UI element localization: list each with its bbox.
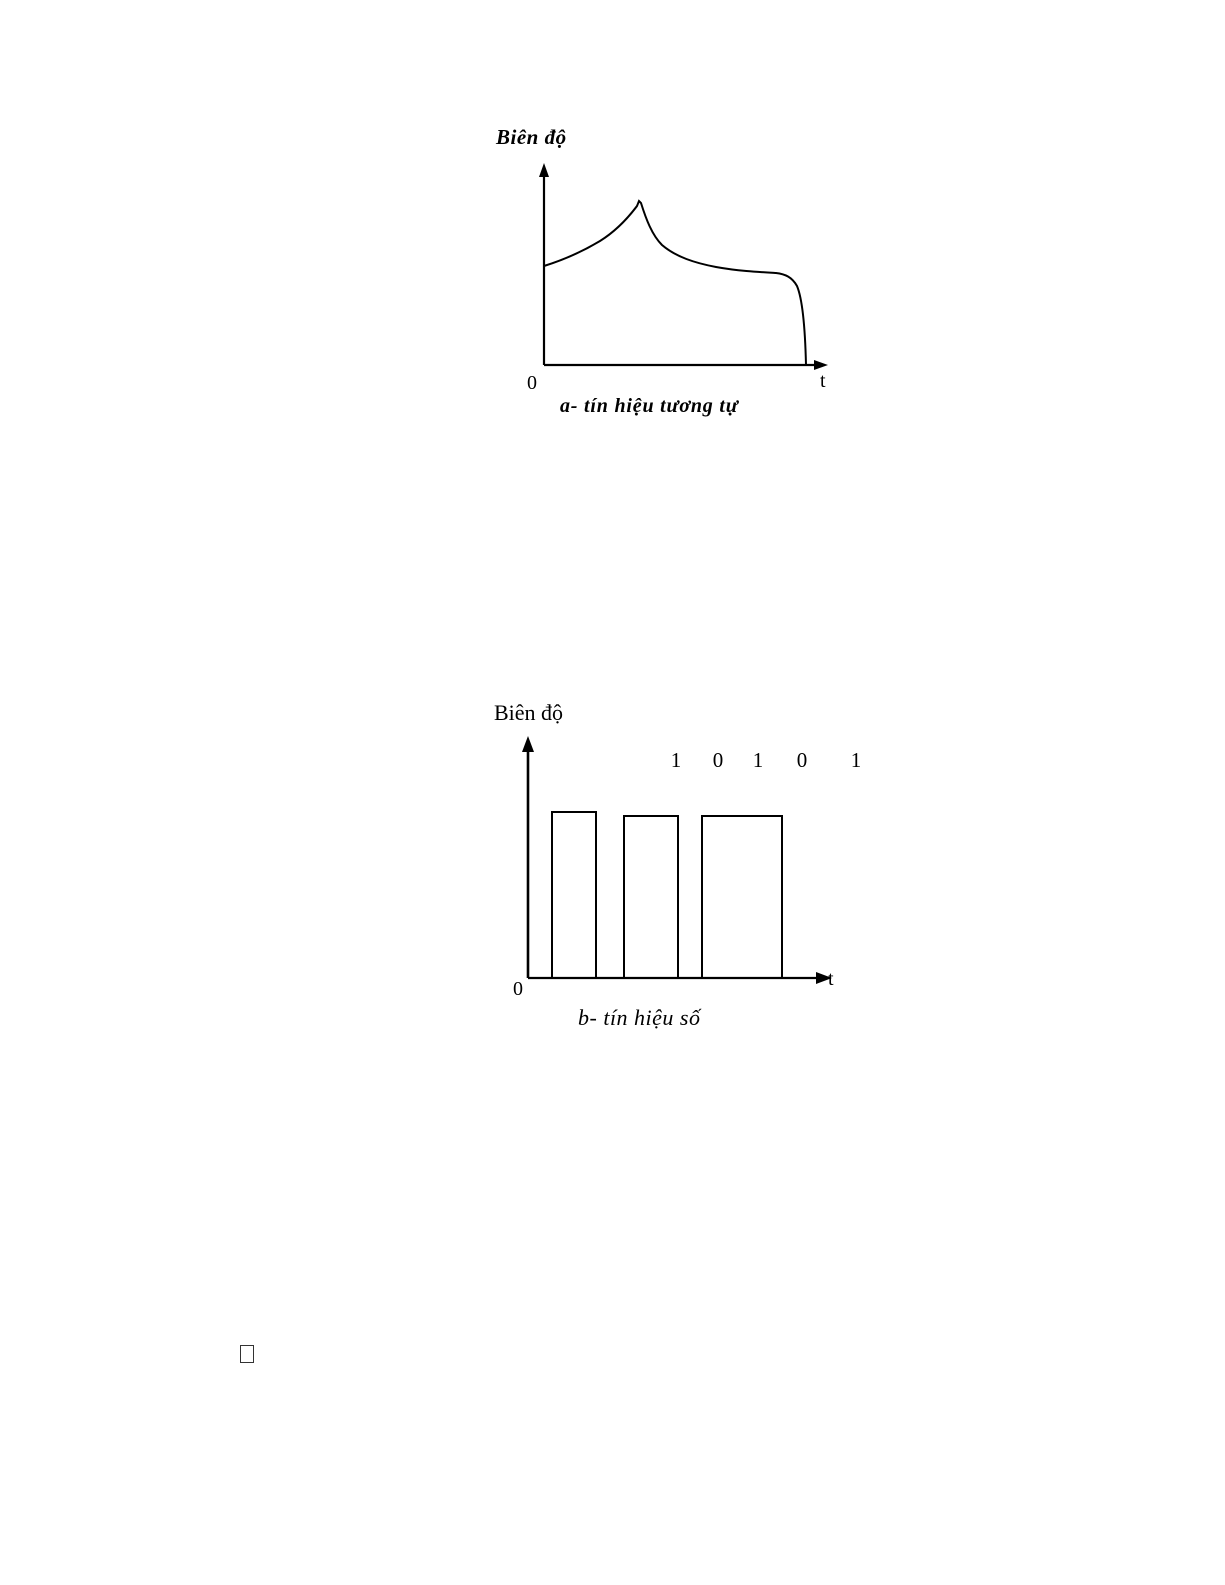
figure-b-plot: [480, 730, 880, 1005]
figure-b-x-axis-label: t: [828, 968, 834, 990]
figure-b-bit-label: 1: [670, 748, 682, 772]
empty-box-glyph: [240, 1345, 254, 1363]
figure-a-x-axis-label: t: [820, 370, 826, 392]
figure-analog-signal: [480, 125, 880, 435]
figure-b-pulse: [552, 812, 596, 978]
figure-b-svg: [480, 730, 880, 1000]
figure-a-caption: a- tín hiệu tương tự: [560, 395, 739, 417]
figure-b-pulse: [624, 816, 678, 978]
figure-digital-signal: [480, 700, 900, 1050]
figure-a-origin-label: 0: [527, 372, 537, 394]
figure-a-plot: [480, 153, 840, 398]
figure-b-y-axis: [522, 736, 534, 978]
figure-b-pulse: [702, 816, 782, 978]
figure-a-waveform: [544, 201, 806, 365]
figure-a-svg: [480, 153, 840, 393]
figure-b-bit-label: 1: [850, 748, 862, 772]
figure-b-bit-label: 1: [752, 748, 764, 772]
figure-b-caption: b- tín hiệu số: [578, 1005, 701, 1030]
figure-b-bit-label: 0: [796, 748, 808, 772]
figure-b-origin-label: 0: [513, 978, 523, 1000]
figure-a-x-axis: [544, 360, 828, 370]
figure-b-bit-label: 0: [712, 748, 724, 772]
figure-b-y-axis-title: Biên độ: [494, 700, 564, 725]
figure-a-y-axis-title: Biên độ: [496, 125, 567, 149]
